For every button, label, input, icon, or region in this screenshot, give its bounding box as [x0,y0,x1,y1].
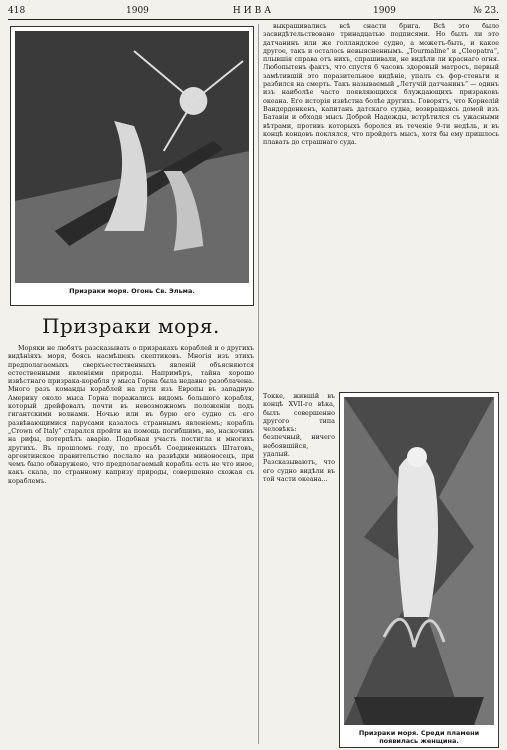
year-left: 1909 [126,6,149,16]
page-number: 418 [8,6,26,16]
article-left-text: Моряки не любятъ разсказывать о призракахъ кораблей и о другихъ видѣніяхъ моря, боясь насмѣшекъ скептиковъ. Многія изъ этихъ предполагаемыхъ сверхъестественныхъ явленій объясняются естественными явленіями природы. Напримѣръ, тайна хорошо извѣстнаго призрака-корабля у мыса Горна была недавно разоблачена. Много разъ команды кораблей на пути изъ Европы въ западную Америку около мыса Горна поражались видомъ большого корабля, который дрейфовалъ почти въ невозможномъ положеніи подъ гигантскими волнами. Ночью или въ бурю его судно съ его развѣвающимися парусами казалось страннымъ явленіемъ; корабль „Crown of Italy“ старался пройти на помощь погибшимъ, но, наскочивъ на рифы, потерпѣлъ аварію. Подобная участь постигла и многихъ другихъ. Въ прошломъ году, по просьбѣ Соединенныхъ Штатовъ, аргентинское правительство послало на развѣдки миноносецъ, при чемъ было обнаружено, что предполагаемый корабль есть не что иное, какъ скала, по странному капризу природы, совершенно схожая съ кораблемъ. [8,344,254,485]
narrow-text-block [263,392,335,483]
caption-woman: Призраки моря. Среди пламени появилась женщина. [358,729,480,745]
header-rule [8,19,499,20]
left-column [8,22,254,485]
article-narrow-text: Токке, жившій въ концѣ XVII-го вѣка, былъ совершенно другого типа человѣкъ: безпечный, ничего небоявшійся, удалый. Разсказываютъ, что его судно видѣли въ той части океана... [263,392,335,483]
caption-st-elmo: Призраки моря. Огонь Св. Эльма. [69,287,195,295]
ship-deck-drawing [15,31,249,283]
article-right-text: выкрашивались всѣ снасти брига. Всѣ это было засвидѣтельствовано тринадцатью подписями. Но былъ ли это датчанинъ или же голландское судно, а можетъ-быть, и какое другое, такъ и осталось невыясненнымъ. „Tourmaline“ и „Cleopatra“, плывшія справа отъ нихъ, спрашивали, не видѣли ли краснаго огня. Любопытенъ фактъ, что спустя 6 часовъ здоровый матросъ, первый замѣтившій это поразительное видѣніе, упалъ съ фор-стеньги и разбился на смерть. Такъ называемый „Летучій датчанинъ“ — одинъ изъ наиболѣе часто появляющихся блуждающихъ призраковъ океана. Его исторія извѣстна болѣе другихъ. Говорятъ, что Корнелій Вандерденкенъ, капитанъ датскаго судна, возвращаясь домой изъ Батавіи и обходя мысъ Доброй Надежды, встрѣтился съ ужасными вѣтрами, противъ которыхъ боролся въ теченіе 9-ти недѣль, и въ концѣ концовъ поклялся, что пройдетъ мысъ, хотя бы ему пришлось плавать до страшнаго суда. [263,22,499,147]
woman-flames-drawing [344,397,494,725]
column-divider [258,24,259,744]
illustration-woman-in-flames [339,392,499,748]
page-header [8,4,499,18]
year-right: 1909 [373,6,396,16]
magazine-title: НИВА [232,6,275,16]
issue-number: № 23. [473,6,499,16]
illustration-st-elmo-image [15,31,249,283]
illustration-st-elmo [10,26,254,306]
right-column [263,22,499,745]
illustration-woman-image [344,397,494,725]
article-title: Призраки моря. [42,314,220,338]
